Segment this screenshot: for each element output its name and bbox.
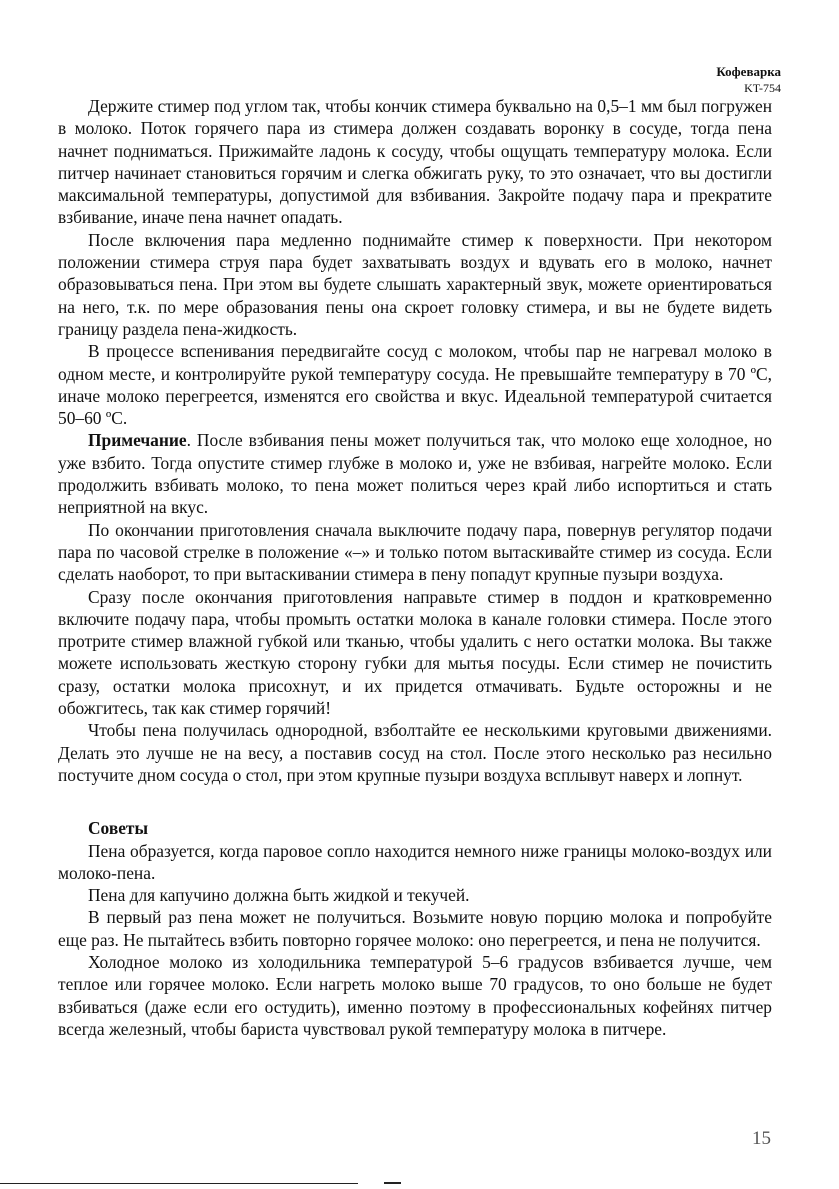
product-name: Кофеварка xyxy=(716,64,781,79)
paragraph: Сразу после окончания приготовления направьте стимер в поддон и кратковременно включите подачу пара, чтобы промыть остатки молока в канале головки стимера. После этого протрите стимер влажной губкой или тканью, чтобы удалить с него остатки молока. Вы также можете использовать жесткую сторону губки для мытья посуды. Если стимер не почистить сразу, остатки молока присохнут, и их придется отмачивать. Будьте осторожны и не обожгитесь, так как стимер горячий! xyxy=(58,586,772,719)
tip-paragraph: Холодное молоко из холодильника температурой 5–6 градусов взбивается лучше, чем теплое или горячее молоко. Если нагреть молоко выше 70 градусов, то оно больше не будет взбиваться (даже если его остудить), именно поэтому в профессиональных кофейнях питчер всегда железный, чтобы бариста чувствовал рукой температуру молока в питчере. xyxy=(58,951,772,1039)
note-text: . После взбивания пены может получиться так, что молоко еще холодное, но уже взбито. Тогда опустите стимер глубже в молоко и, уже не взбивая, нагрейте молоко. Если продолжить взбивать молоко, то пена может политься через край либо испортиться и стать неприятной на вкус. xyxy=(58,430,772,518)
tip-paragraph: В первый раз пена может не получиться. Возьмите новую порцию молока и попробуйте еще раз. Не пытайтесь взбить повторно горячее молоко: оно перегреется, и пена не получится. xyxy=(58,907,772,950)
note-label: Примечание xyxy=(88,430,187,451)
tip-paragraph: Пена для капучино должна быть жидкой и текучей. xyxy=(88,885,470,906)
main-text xyxy=(58,95,772,1040)
paragraph: После включения пара медленно поднимайте стимер к поверхности. При некотором положении стимера струя пара будет захватывать воздух и вдувать его в молоко, начнет образовываться пена. При этом вы будете слышать характерный звук, можете ориентироваться на него, т.к. по мере образования пены она скроет головку стимера, и вы не будете видеть границу раздела пена-жидкость. xyxy=(58,229,772,339)
paragraph: В процессе вспенивания передвигайте сосуд с молоком, чтобы пар не нагревал молоко в одном месте, и контролируйте рукой температуру сосуда. Не превышайте температуру в 70 ºС, иначе молоко перегреется, изменятся его свойства и вкус. Идеальной температурой считается 50–60 ºС. xyxy=(58,341,772,429)
paragraph: Держите стимер под углом так, чтобы кончик стимера буквально на 0,5–1 мм был погружен в молоко. Поток горячего пара из стимера должен создавать воронку в сосуде, тогда пена начнет подниматься. Прижимайте ладонь к сосуду, чтобы ощущать температуру молока. Если питчер начинает становиться горячим и слегка обжигать руку, то это означает, что вы достигли максимальной температуры, допустимой для взбивания. Закройте подачу пара и прекратите взбивание, иначе пена начнет опадать. xyxy=(58,96,772,228)
note-paragraph xyxy=(58,429,772,518)
tip-paragraph: Пена образуется, когда паровое сопло находится немного ниже границы молоко-воздух или молоко-пена. xyxy=(58,840,772,883)
page-number: 15 xyxy=(752,1128,771,1149)
model-number: KT-754 xyxy=(744,81,781,95)
page-header xyxy=(716,64,781,96)
footer-rule xyxy=(0,1183,358,1184)
footer-mark xyxy=(384,1182,401,1184)
paragraph: По окончании приготовления сначала выключите подачу пара, повернув регулятор подачи пара по часовой стрелке в положение «–» и только потом вытаскивайте стимер из сосуда. Если сделать наоборот, то при вытаскивании стимера в пену попадут крупные пузыри воздуха. xyxy=(58,519,772,585)
tips-heading: Советы xyxy=(88,818,149,839)
paragraph: Чтобы пена получилась однородной, взболтайте ее несколькими круговыми движениями. Делать это лучше не на весу, а поставив сосуд на стол. После этого несколько раз несильно постучите дном сосуда о стол, при этом крупные пузыри воздуха всплывут наверх и лопнут. xyxy=(58,720,772,785)
